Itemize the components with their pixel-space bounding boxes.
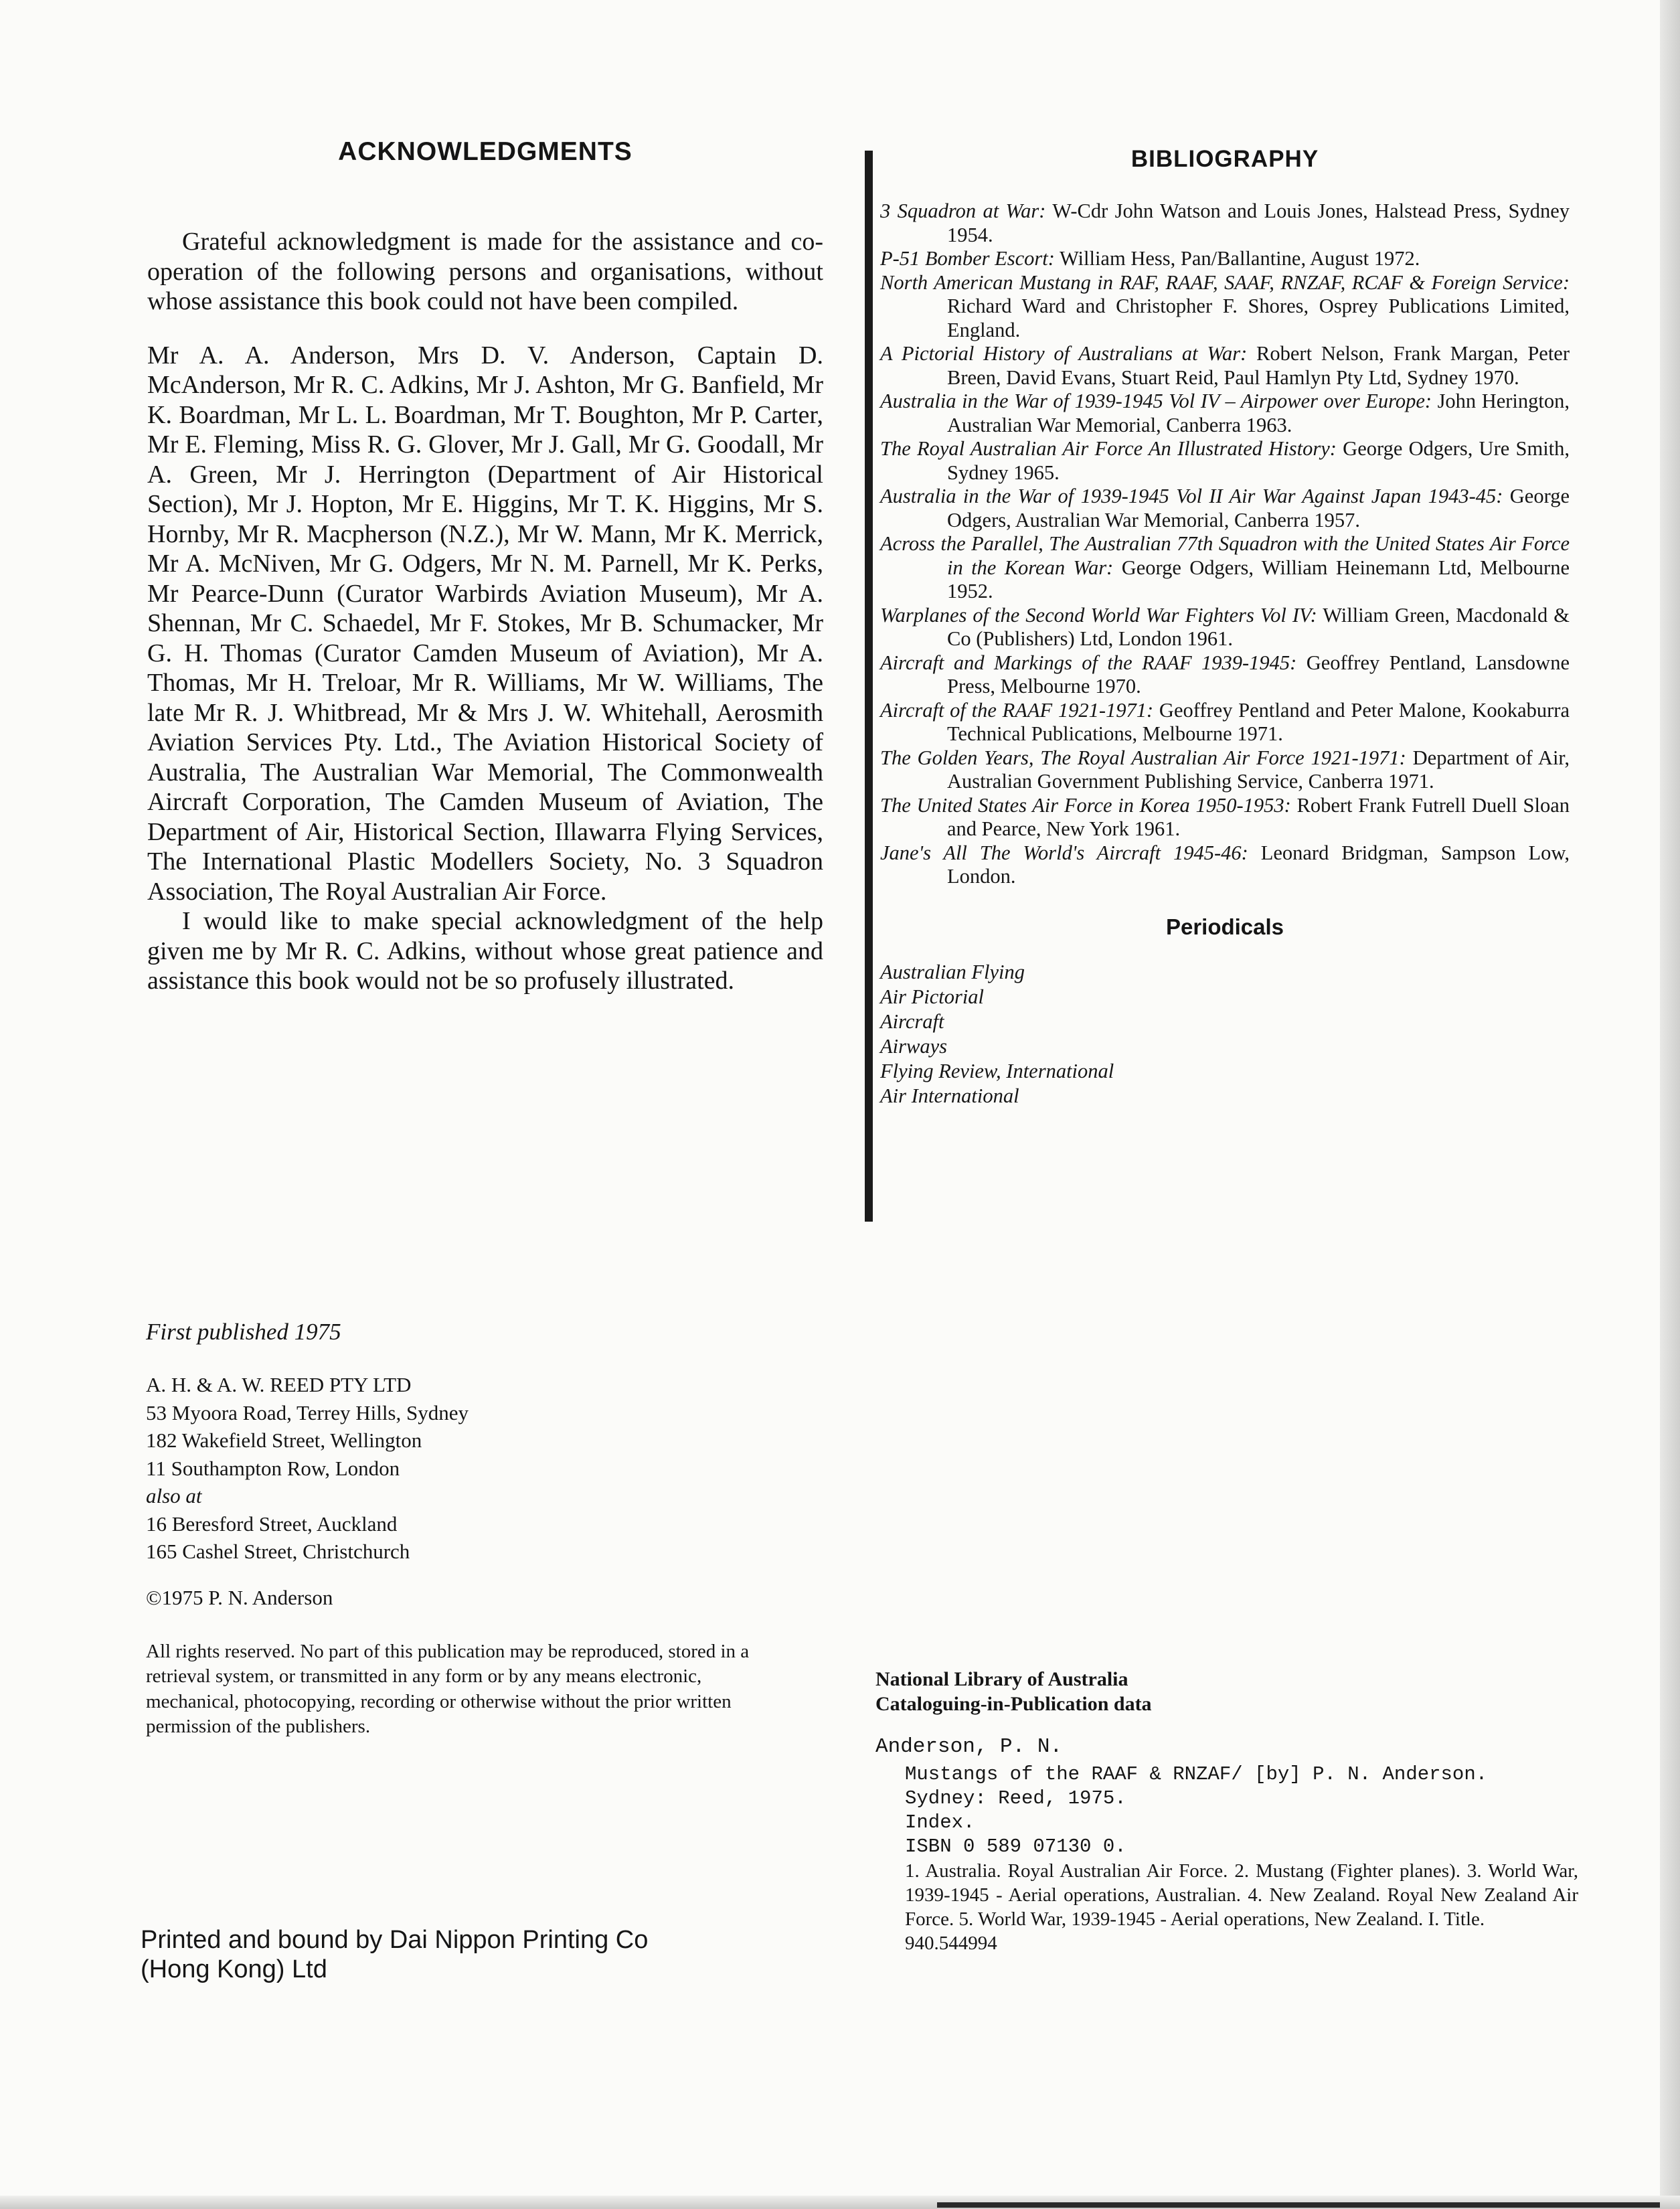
bibliography-entry (880, 485, 1570, 532)
publisher-line: 165 Cashel Street, Christchurch (146, 1540, 410, 1563)
rights-statement: All rights reserved. No part of this publication may be reproduced, stored in a retrieval system, or transmitted in any form or by any means electronic, mechanical, photocopying, recording or otherwise without the prior written permission of the publishers. (146, 1640, 750, 1737)
cip-title-line: Cataloguing-in-Publication data (875, 1693, 1152, 1715)
entry-details: Department of Air, Australian Government Publishing Service, Canberra 1971. (947, 746, 1570, 793)
acknowledgments-section (147, 137, 823, 996)
copyright-notice: ©1975 P. N. Anderson (146, 1585, 333, 1609)
entry-details: George Odgers, Ure Smith, Sydney 1965. (947, 437, 1570, 484)
entry-details: George Odgers, Australian War Memorial, Canberra 1957. (947, 485, 1570, 531)
entry-details: Richard Ward and Christopher F. Shores, Osprey Publications Limited, England. (947, 295, 1570, 341)
entry-title: Warplanes of the Second World War Fighters Vol IV: (880, 603, 1317, 627)
entry-details: Robert Nelson, Frank Margan, Peter Breen, David Evans, Stuart Reid, Paul Hamlyn Pty Ltd, Sydney 1970. (947, 342, 1570, 389)
cip-line: Sydney: Reed, 1975. (905, 1787, 1126, 1809)
entry-details: Leonard Bridgman, Sampson Low, London. (947, 841, 1570, 888)
entry-details: Robert Frank Futrell Duell Sloan and Pearce, New York 1961. (947, 793, 1570, 840)
scan-bottom-shadow (937, 2202, 1660, 2208)
publisher-line: 11 Southampton Row, London (146, 1456, 400, 1480)
periodical-item: Flying Review, International (880, 1059, 1114, 1082)
entry-title: Jane's All The World's Aircraft 1945-46: (880, 841, 1248, 864)
entry-title: Aircraft of the RAAF 1921-1971: (880, 698, 1154, 722)
entry-title: P-51 Bomber Escort: (880, 247, 1055, 270)
entry-title: The Golden Years, The Royal Australian Air Force 1921-1971: (880, 746, 1406, 769)
bibliography-entry (880, 247, 1570, 271)
cip-data (875, 1667, 1578, 1955)
cip-subjects: 1. Australia. Royal Australian Air Force. 2. Mustang (Fighter planes). 3. World War, 1939-1945 - Aerial operations, Australian. 4. New Zealand. Royal New Zealand Air Force. 5. World War, 1939-1945 - Aerial operations, New Zealand. I. Title. (905, 1860, 1578, 1930)
bibliography-entry (880, 342, 1570, 390)
column-divider (865, 151, 873, 1222)
periodical-item: Air International (880, 1084, 1019, 1107)
also-at-label: also at (146, 1484, 202, 1507)
printer-line: (Hong Kong) Ltd (141, 1955, 327, 1983)
entry-details: Geoffrey Pentland, Lansdowne Press, Melbourne 1970. (947, 651, 1570, 698)
cip-line: ISBN 0 589 07130 0. (905, 1835, 1126, 1858)
cip-line: Mustangs of the RAAF & RNZAF/ [by] P. N. Anderson. (905, 1763, 1488, 1785)
publisher-line: 182 Wakefield Street, Wellington (146, 1428, 422, 1452)
entry-title: The United States Air Force in Korea 1950-1953: (880, 793, 1291, 817)
bibliography-entry (880, 604, 1570, 651)
scan-edge (1660, 0, 1680, 2209)
publisher-line: 53 Myoora Road, Terrey Hills, Sydney (146, 1400, 469, 1424)
bibliography-section (880, 146, 1570, 1109)
bibliography-entry (880, 271, 1570, 343)
publication-details (146, 1319, 849, 1740)
bibliography-entry (880, 390, 1570, 437)
bibliography-entry (880, 651, 1570, 699)
printer-line: Printed and bound by Dai Nippon Printing Co (141, 1926, 649, 1954)
cip-classification: 940.544994 (905, 1933, 997, 1954)
periodical-item: Airways (880, 1034, 947, 1058)
entry-title: Australia in the War of 1939-1945 Vol II Air War Against Japan 1943-45: (880, 485, 1503, 507)
entry-title: Aircraft and Markings of the RAAF 1939-1945: (880, 651, 1297, 674)
entry-details: W-Cdr John Watson and Louis Jones, Halstead Press, Sydney 1954. (947, 199, 1570, 246)
periodicals-heading: Periodicals (1165, 914, 1284, 939)
bibliography-entry (880, 841, 1570, 889)
publisher-line: 16 Beresford Street, Auckland (146, 1511, 398, 1536)
acknowledgments-names: Mr A. A. Anderson, Mrs D. V. Anderson, Captain D. McAnderson, Mr R. C. Adkins, Mr J. Ashton, Mr G. Banfield, Mr K. Boardman, Mr L. L. Boardman, Mr T. Boughton, Mr P. Carter, Mr E. Fleming, Miss R. G. Glover, Mr J. Gall, Mr G. Goodall, Mr A. Green, Mr J. Herrington (Department of Air Historical Section), Mr J. Hopton, Mr E. Higgins, Mr T. K. Higgins, Mr S. Hornby, Mr R. Macpherson (N.Z.), Mr W. Mann, Mr K. Merrick, Mr A. McNiven, Mr G. Odgers, Mr N. M. Parnell, Mr K. Perks, Mr Pearce-Dunn (Curator Warbirds Aviation Museum), Mr A. Shennan, Mr C. Schaedel, Mr F. Stokes, Mr B. Schumacker, Mr G. H. Thomas (Curator Camden Museum of Aviation), Mr A. Thomas, Mr H. Treloar, Mr R. Williams, Mr W. Williams, The late Mr R. J. Whitbread, Mr & Mrs J. W. Whitehall, Aerosmith Aviation Services Pty. Ltd., The Aviation Historical Society of Australia, The Australian War Memorial, The Commonwealth Aircraft Corporation, The Camden Museum of Aviation, The Department of Air, Historical Section, Illawarra Flying Services, The International Plastic Modellers Society, No. 3 Squadron Association, The Royal Australian Air Force. (147, 341, 823, 906)
acknowledgments-special: I would like to make special acknowledgment of the help given me by Mr R. C. Adkins, without whose great patience and assistance this book would not be so profusely illustrated. (147, 907, 823, 995)
acknowledgments-heading: ACKNOWLEDGMENTS (338, 137, 633, 166)
entry-title: Across the Parallel, The Australian 77th Squadron with the United States Air Force in the Korean War: (880, 532, 1570, 579)
bibliography-list (880, 199, 1570, 889)
cip-line: Index. (905, 1811, 975, 1833)
printer-credit (141, 1925, 743, 1984)
entry-details: Geoffrey Pentland and Peter Malone, Kookaburra Technical Publications, Melbourne 1971. (947, 698, 1570, 745)
entry-title: Australia in the War of 1939-1945 Vol IV – Airpower over Europe: (880, 390, 1432, 412)
periodical-item: Air Pictorial (880, 985, 985, 1008)
bibliography-entry (880, 532, 1570, 604)
entry-title: A Pictorial History of Australians at War: (880, 342, 1248, 365)
entry-title: 3 Squadron at War: (880, 199, 1046, 222)
entry-details: George Odgers, William Heinemann Ltd, Melbourne 1952. (947, 556, 1570, 602)
entry-details: John Herington, Australian War Memorial, Canberra 1963. (947, 390, 1570, 436)
bibliography-entry (880, 699, 1570, 746)
bibliography-entry (880, 199, 1570, 247)
entry-details: William Green, Macdonald & Co (Publishers) Ltd, London 1961. (947, 603, 1570, 650)
entry-title: The Royal Australian Air Force An Illustrated History: (880, 437, 1337, 460)
cip-title-line: National Library of Australia (875, 1668, 1128, 1690)
periodical-item: Australian Flying (880, 960, 1025, 983)
periodicals-list (880, 960, 1570, 1109)
bibliography-entry (880, 794, 1570, 841)
first-published: First published 1975 (146, 1319, 341, 1345)
entry-details: William Hess, Pan/Ballantine, August 1972. (1059, 247, 1420, 270)
periodical-item: Aircraft (880, 1009, 944, 1033)
publisher-line: A. H. & A. W. REED PTY LTD (146, 1373, 412, 1396)
acknowledgments-intro: Grateful acknowledgment is made for the assistance and co-operation of the following persons and organisations, without whose assistance this book could not have been compiled. (147, 228, 823, 315)
bibliography-entry (880, 437, 1570, 485)
bibliography-entry (880, 746, 1570, 794)
cip-author: Anderson, P. N. (875, 1735, 1063, 1758)
bibliography-heading: BIBLIOGRAPHY (1130, 146, 1319, 172)
entry-title: North American Mustang in RAF, RAAF, SAAF, RNZAF, RCAF & Foreign Service: (880, 270, 1570, 294)
